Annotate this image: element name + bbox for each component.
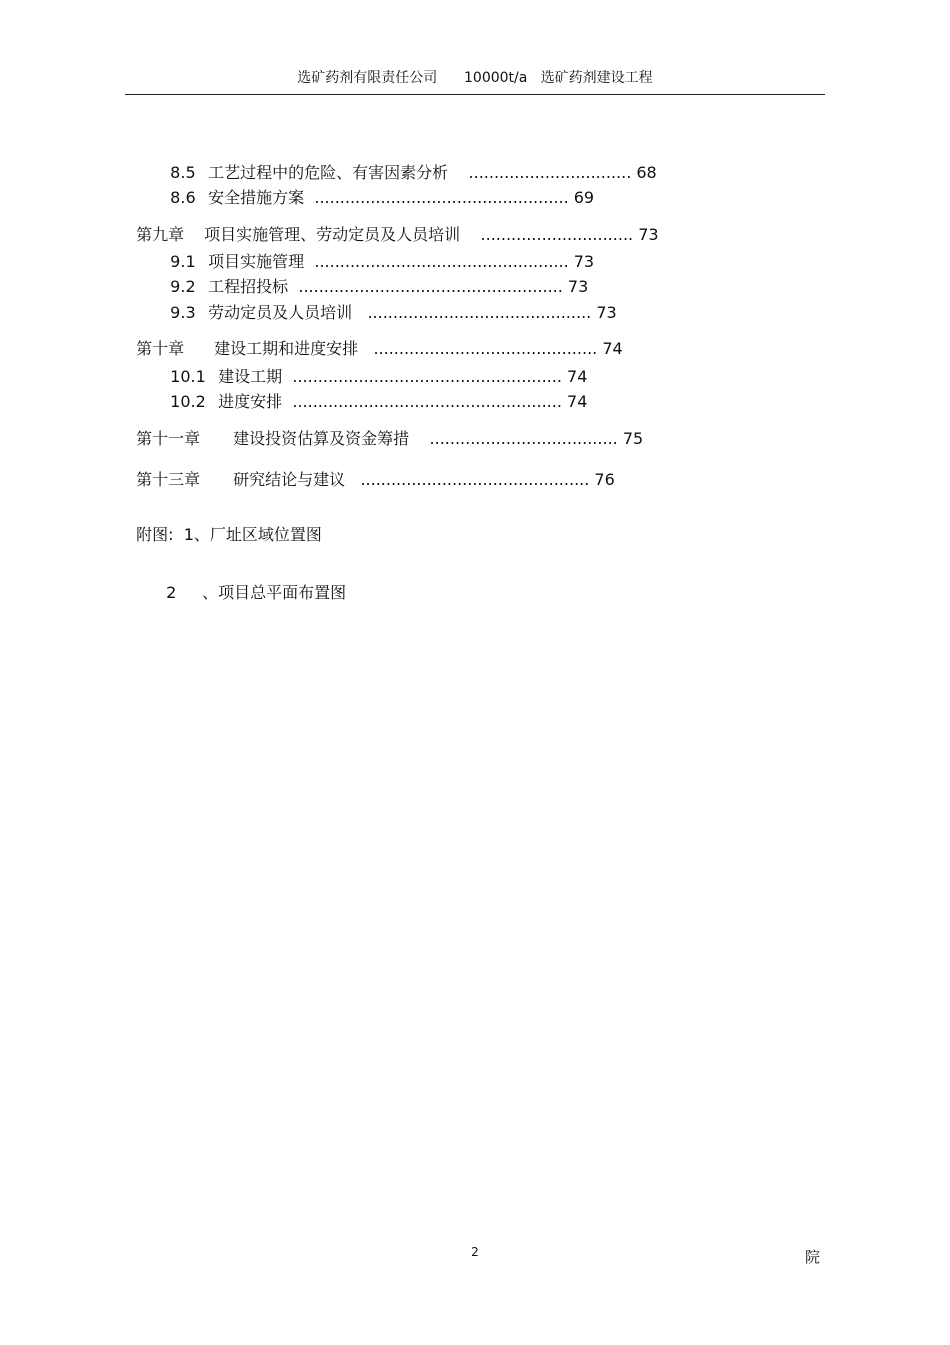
toc-leader: ............................................	[373, 339, 598, 358]
toc-page: 73	[567, 277, 589, 296]
toc-number: 第九章	[136, 225, 185, 244]
toc-page: 73	[638, 225, 659, 244]
appendix-item-2-text: 、项目总平面布置图	[202, 583, 347, 602]
toc-entry-chapter-11[interactable]	[126, 406, 643, 450]
page-header	[125, 66, 825, 95]
toc-title: 建设投资估算及资金筹措	[233, 429, 410, 448]
toc-page: 73	[573, 252, 595, 271]
header-project: 选矿药剂建设工程	[540, 70, 653, 86]
toc-title: 项目实施管理	[208, 252, 305, 271]
toc-title: 进度安排	[218, 392, 283, 411]
toc-title: 建设工期	[218, 367, 283, 386]
toc-leader: ..............................	[480, 225, 634, 244]
toc-title: 工艺过程中的危险、有害因素分析	[208, 163, 449, 182]
toc-number: 10.2	[170, 392, 206, 411]
toc-number: 10.1	[170, 367, 206, 386]
toc-number: 9.1	[170, 252, 196, 271]
toc-leader: .....................................	[429, 429, 618, 448]
toc-leader: ....................................................	[298, 277, 563, 296]
toc-title: 劳动定员及人员培训	[208, 303, 353, 322]
header-company: 选矿药剂有限责任公司	[297, 70, 438, 86]
toc-leader: ............................................	[367, 303, 592, 322]
toc-number: 8.6	[170, 188, 196, 207]
toc-page: 68	[636, 163, 657, 182]
appendix-item-1: 1、厂址区域位置图	[183, 525, 322, 544]
toc-title: 研究结论与建议	[233, 470, 346, 489]
appendix-line-1	[126, 502, 322, 546]
toc-number: 第十一章	[136, 429, 201, 448]
toc-page: 74	[602, 339, 623, 358]
toc-title: 建设工期和进度安排	[214, 339, 359, 358]
toc-leader: ................................	[468, 163, 632, 182]
toc-page: 75	[622, 429, 644, 448]
toc-number: 9.2	[170, 277, 196, 296]
toc-leader: .............................................	[360, 470, 590, 489]
toc-entry-chapter-13[interactable]	[126, 447, 615, 491]
toc-leader: .....................................................	[292, 367, 562, 386]
toc-title: 工程招投标	[208, 277, 289, 296]
toc-page: 73	[596, 303, 617, 322]
toc-number: 第十三章	[136, 470, 201, 489]
toc-title: 项目实施管理、劳动定员及人员培训	[204, 225, 461, 244]
toc-title: 安全措施方案	[208, 188, 305, 207]
toc-number: 第十章	[136, 339, 185, 358]
toc-number: 9.3	[170, 303, 196, 322]
toc-number: 8.5	[170, 163, 196, 182]
toc-page: 74	[567, 392, 588, 411]
appendix-line-2	[156, 560, 346, 604]
header-capacity: 10000t/a	[464, 70, 528, 86]
toc-leader: ..................................................	[314, 188, 569, 207]
toc-page: 69	[573, 188, 595, 207]
toc-page: 74	[567, 367, 588, 386]
page-number: 2	[471, 1245, 479, 1259]
toc-leader: .....................................................	[292, 392, 562, 411]
appendix-label: 附图:	[136, 525, 174, 544]
toc-leader: ..................................................	[314, 252, 569, 271]
toc-page: 76	[594, 470, 615, 489]
appendix-item-2-number: 2	[166, 583, 177, 602]
footer-corner-text: 院	[805, 1248, 821, 1266]
